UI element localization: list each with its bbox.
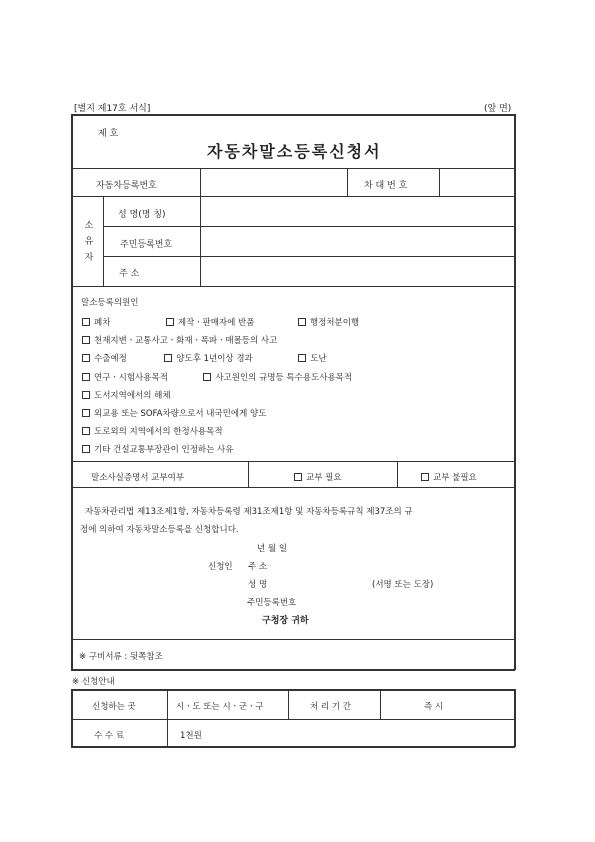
checkbox-icon — [82, 427, 90, 435]
checkbox-icon — [421, 473, 429, 481]
reason-return-to-maker[interactable]: 제작ㆍ판매자에 반품 — [166, 318, 255, 328]
reg-no-field[interactable] — [201, 169, 347, 196]
fee-value: 1천원 — [180, 731, 202, 741]
checkbox-icon — [203, 373, 211, 381]
period-label: 처 리 기 간 — [310, 702, 351, 712]
reason-row-4 — [82, 371, 352, 383]
front-side-label: (앞 면) — [484, 104, 512, 114]
reason-offroad-use[interactable]: 도로외의 지역에서의 한정사용목적 — [82, 427, 223, 437]
required-docs-note: ※ 구비서류 : 뒷쪽참조 — [79, 652, 163, 662]
reason-theft[interactable]: 도난 — [298, 354, 326, 364]
checkbox-icon — [294, 473, 302, 481]
certificate-need-option[interactable]: 교부 필요 — [294, 471, 342, 483]
guide-heading: ※ 신청안내 — [72, 677, 115, 687]
name-field[interactable] — [201, 197, 514, 225]
declaration-line-2: 정에 의하여 자동차말소등록을 신청합니다. — [80, 525, 239, 535]
reason-export[interactable]: 수출예정 — [82, 354, 127, 364]
applicant-resident-label: 주민등록번호 — [247, 598, 297, 608]
reason-row-3 — [82, 352, 327, 364]
reason-accident-investigation[interactable]: 사고원인의 규명등 특수용도사용목적 — [203, 373, 352, 383]
form-title: 자동차말소등록신청서 — [207, 142, 382, 161]
applicant-label: 신청인 — [208, 562, 233, 572]
resident-no-label: 주민등록번호 — [120, 240, 173, 250]
certificate-label: 말소사실증명서 교부여부 — [91, 473, 185, 483]
reason-row-2 — [82, 334, 277, 346]
addressee: 구청장 귀하 — [262, 616, 309, 626]
checkbox-icon — [82, 354, 90, 362]
reason-row-1 — [82, 316, 359, 328]
address-field[interactable] — [201, 257, 514, 285]
reasons-heading: 말소등록의원인 — [81, 298, 139, 308]
reason-diplomatic-sofa[interactable]: 외교용 또는 SOFA차량으로서 내국민에게 양도 — [82, 409, 266, 419]
chassis-no-label: 차 대 번 호 — [364, 181, 408, 191]
reason-row-8 — [82, 443, 233, 455]
where-label: 신청하는 곳 — [92, 702, 136, 712]
checkbox-icon — [82, 391, 90, 399]
signature-hint: (서명 또는 도장) — [372, 580, 434, 590]
address-label: 주 소 — [119, 269, 140, 279]
applicant-name-label: 성 명 — [248, 580, 268, 590]
reason-other-minister[interactable]: 기타 건설교통부장관이 인정하는 사유 — [82, 445, 233, 455]
form-number-label: [별지 제17호 서식] — [74, 104, 151, 114]
fee-label: 수 수 료 — [94, 731, 125, 741]
date-line: 년 월 일 — [257, 544, 288, 554]
checkbox-icon — [82, 318, 90, 326]
checkbox-icon — [298, 318, 306, 326]
declaration-line-1: 자동차관리법 제13조제1항, 자동차등록령 제31조제1항 및 자동차등록규칙 제37조의 규 — [85, 507, 413, 517]
reg-no-label: 자동차등록번호 — [96, 181, 157, 191]
checkbox-icon — [82, 373, 90, 381]
reason-transfer-year[interactable]: 양도후 1년이상 경과 — [164, 354, 253, 364]
certificate-noneed-option[interactable]: 교부 불필요 — [421, 471, 477, 483]
name-label: 성 명(명 칭) — [118, 210, 166, 220]
reason-row-5 — [82, 389, 171, 401]
reason-row-7 — [82, 425, 223, 437]
reason-administrative[interactable]: 행정처분이행 — [298, 318, 359, 328]
applicant-address-label: 주 소 — [248, 562, 268, 572]
reason-row-6 — [82, 407, 266, 419]
owner-group-label: 소 유 자 — [84, 221, 94, 263]
checkbox-icon — [164, 354, 172, 362]
where-value: 시ㆍ도 또는 시ㆍ군ㆍ구 — [176, 702, 264, 712]
checkbox-icon — [298, 354, 306, 362]
checkbox-icon — [82, 336, 90, 344]
receipt-number-label: 제 호 — [98, 129, 119, 139]
checkbox-icon — [82, 445, 90, 453]
period-value: 즉 시 — [424, 702, 444, 712]
reason-scrap[interactable]: 폐차 — [82, 318, 110, 328]
resident-no-field[interactable] — [201, 227, 514, 255]
checkbox-icon — [82, 409, 90, 417]
checkbox-icon — [166, 318, 174, 326]
chassis-no-field[interactable] — [440, 169, 514, 196]
reason-disaster-accident[interactable]: 천재지변ㆍ교통사고ㆍ화재ㆍ폭파ㆍ매몰등의 사고 — [82, 336, 277, 346]
reason-island-dismantle[interactable]: 도서지역에서의 해체 — [82, 391, 171, 401]
reason-research-test[interactable]: 연구ㆍ시험사용목적 — [82, 373, 168, 383]
